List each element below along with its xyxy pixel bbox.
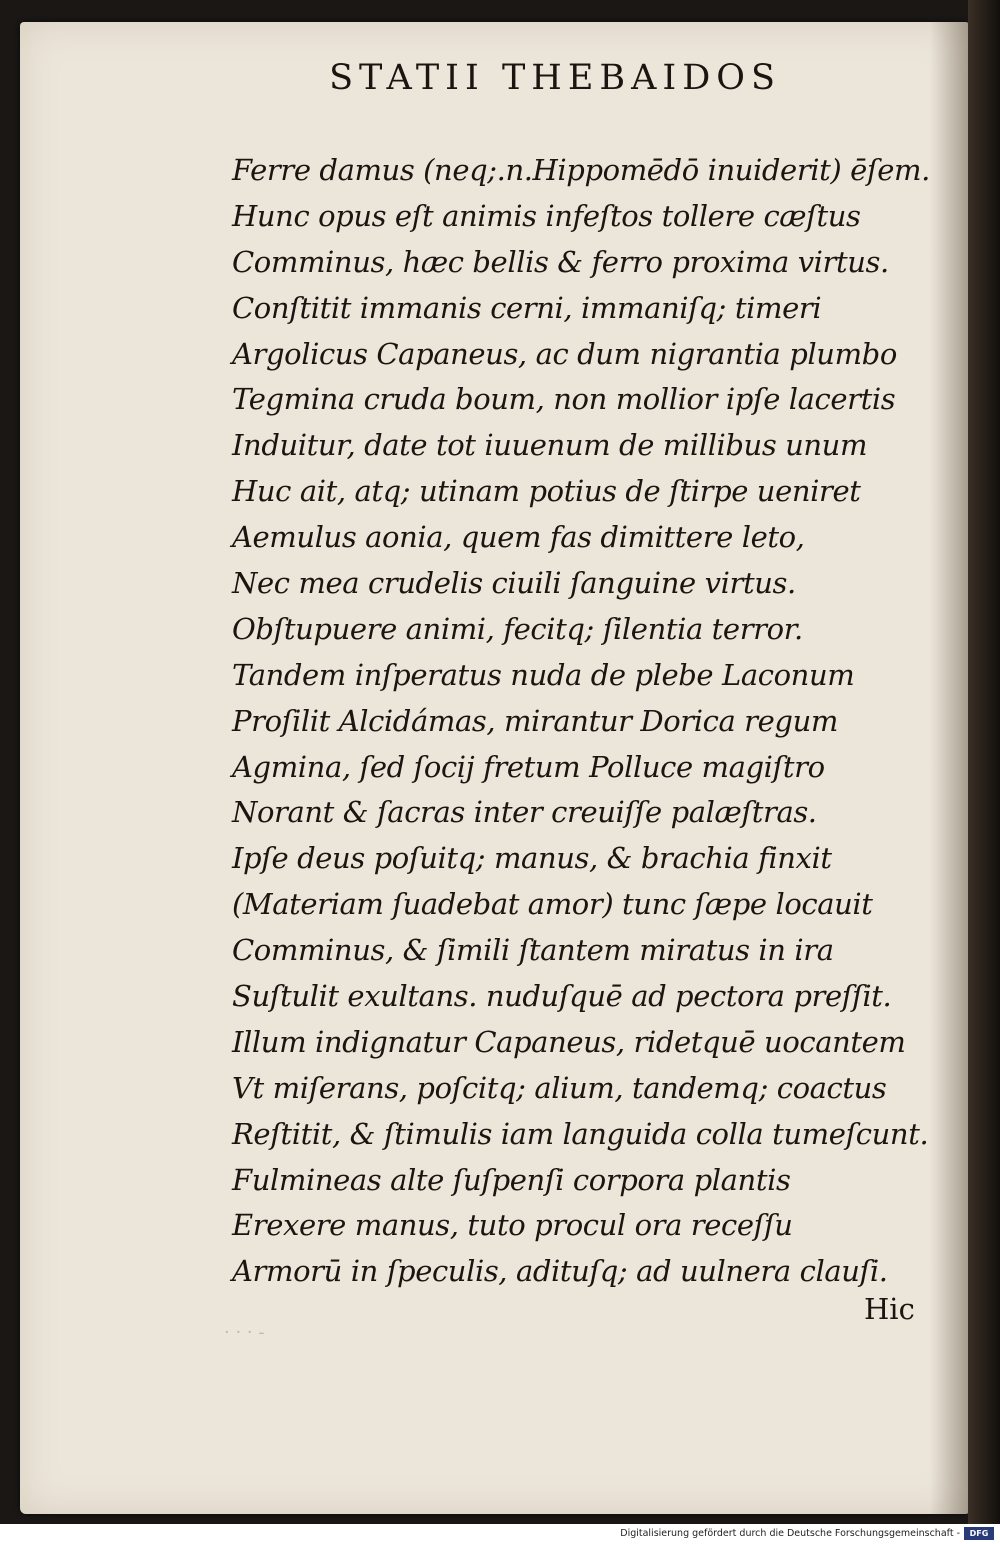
footer-bar [0,1524,1000,1544]
running-head: STATII THEBAIDOS [329,58,781,98]
book-spine [968,0,1000,1524]
verse-line: Ferre damus (neq;.n.Hippomēdō inuiderit) ēſem. [232,153,930,187]
dfg-logo-icon: DFG [964,1527,994,1540]
page-edge-shadow [930,22,968,1514]
verse-line: Armorū in ſpeculis, adituſq; ad uulnera clauſi. [232,1254,888,1289]
verse-line: Proſilit Alcidámas, mirantur Dorica regum [232,703,838,738]
verse-line: Conſtitit immanis cerni, immaniſq; timeri [232,290,822,325]
verse-line: Suſtulit exultans. nuduſquē ad pectora preſſit. [232,979,892,1014]
verse-line: Hunc opus eſt animis infeſtos tollere cæſtus [232,198,861,233]
verse-line: Erexere manus, tuto procul ora receſſu [232,1208,793,1243]
verse-line: Comminus, & ſimili ſtantem miratus in ira [232,933,834,968]
verse-list [232,148,932,1295]
verse-line: Norant & ſacras inter creuiſſe palæſtras. [232,795,817,830]
verse-line: Reſtitit, & ſtimulis iam languida colla tumeſcunt. [232,1116,929,1151]
verse-line: (Materiam ſuadebat amor) tunc ſæpe locauit [232,887,873,922]
digitization-credit: Digitalisierung gefördert durch die Deutsche Forschungsgemeinschaft - [620,1528,960,1539]
verse-line: Obſtupuere animi, fecitq; ſilentia terror. [232,611,803,646]
verse-line: Tandem inſperatus nuda de plebe Laconum [232,657,855,692]
verse-line: Argolicus Capaneus, ac dum nigrantia plumbo [232,336,897,371]
verse-line: Induitur, date tot iuuenum de millibus unum [232,428,868,463]
verse-line: Aemulus aonia, quem fas dimittere leto, [232,520,805,555]
verse-line: Fulmineas alte ſuſpenſi corpora plantis [232,1162,791,1197]
verse-line: Agmina, ſed ſocij fretum Polluce magiſtro [232,749,825,784]
verse-line: Huc ait, atq; utinam potius de ſtirpe ueniret [232,474,861,509]
verse-line: Ipſe deus poſuitq; manus, & brachia finxit [232,841,832,876]
verse-line: Comminus, hæc bellis & ferro proxima virtus. [232,244,889,279]
verse-line: Tegmina cruda boum, non mollior ipſe lacertis [232,382,896,417]
verse-line: Vt miſerans, poſcitq; alium, tandemq; coactus [232,1070,887,1105]
show-through-mark: · · · - [224,1322,265,1343]
verse-line: Nec mea crudelis ciuili ſanguine virtus. [232,566,796,601]
catchword: Hic [864,1292,915,1326]
verse-line: Illum indignatur Capaneus, ridetquē uocantem [232,1024,906,1059]
